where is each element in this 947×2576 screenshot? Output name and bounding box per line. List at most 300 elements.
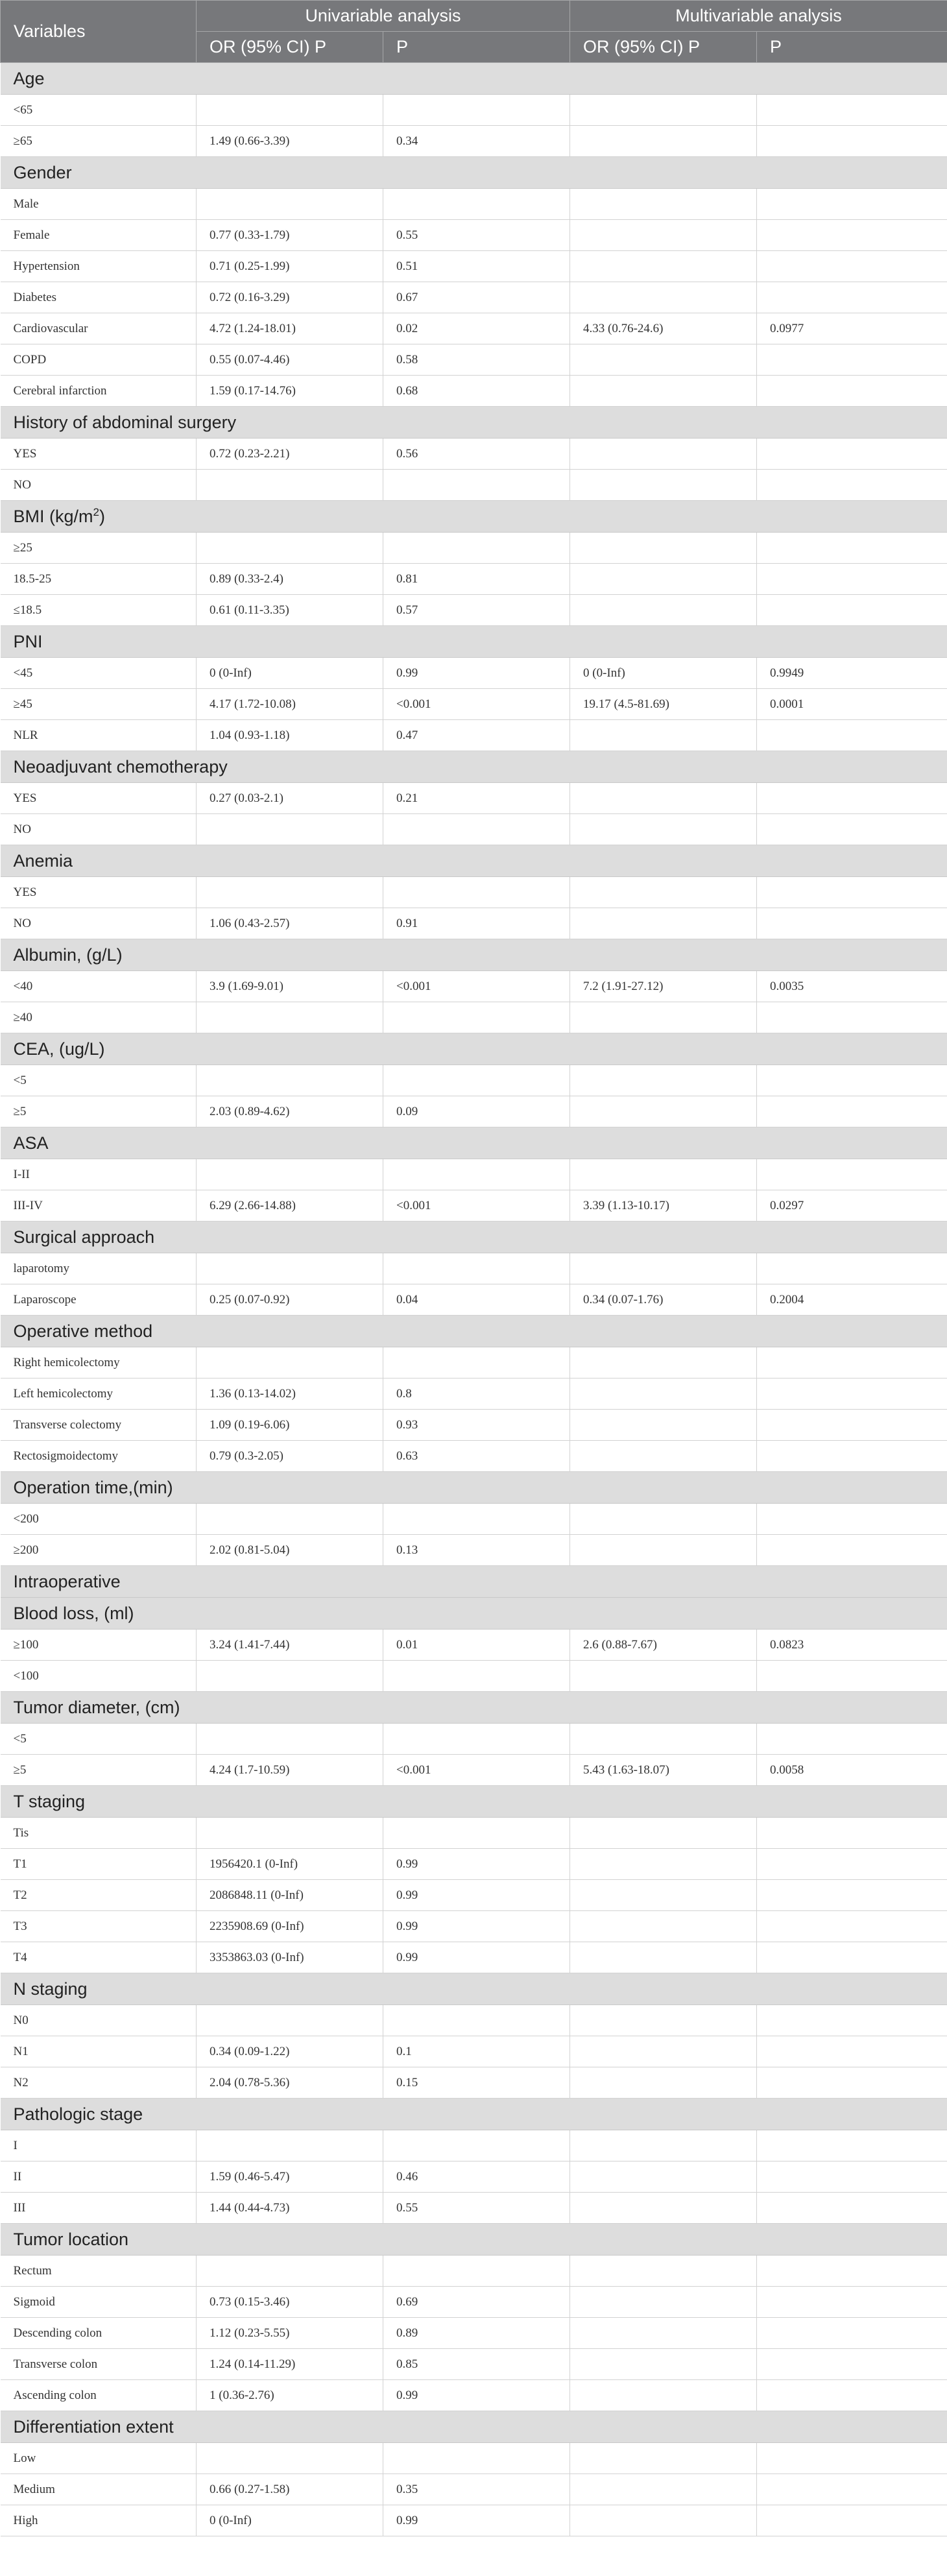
multi-or-ci-cell: [570, 2349, 757, 2380]
multi-or-ci-cell: [570, 470, 757, 501]
section-label: [1, 2099, 947, 2130]
table-row: [1, 595, 947, 626]
uni-or-ci-cell: [197, 2130, 383, 2161]
table-row: [1, 2256, 947, 2287]
variable-cell: ≥100: [1, 1630, 197, 1661]
table-row: [1, 376, 947, 407]
uni-p-cell: 0.68: [383, 376, 570, 407]
section-label-text: ASA: [13, 1133, 49, 1153]
multi-p-cell: [757, 2349, 947, 2380]
variable-cell: ≥45: [1, 689, 197, 720]
uni-or-ci-cell: [197, 533, 383, 564]
variable-cell: I-II: [1, 1159, 197, 1190]
uni-p-cell: [383, 95, 570, 126]
uni-p-cell: [383, 189, 570, 220]
uni-p-cell: 0.55: [383, 220, 570, 251]
multi-p-cell: [757, 376, 947, 407]
multi-or-ci-cell: 0.34 (0.07-1.76): [570, 1284, 757, 1316]
uni-p-cell: 0.13: [383, 1535, 570, 1566]
variable-cell: I: [1, 2130, 197, 2161]
uni-or-ci-cell: 6.29 (2.66-14.88): [197, 1190, 383, 1222]
multi-or-ci-cell: [570, 251, 757, 282]
section-row: [1, 1786, 947, 1818]
section-label: [1, 157, 947, 189]
uni-or-ci-cell: 0.66 (0.27-1.58): [197, 2474, 383, 2505]
section-row: [1, 2411, 947, 2443]
table-row: [1, 439, 947, 470]
variable-cell: II: [1, 2161, 197, 2193]
multi-or-ci-cell: [570, 1724, 757, 1755]
variable-cell: NO: [1, 470, 197, 501]
table-row: [1, 2067, 947, 2099]
table-row: [1, 470, 947, 501]
multi-p-cell: 0.2004: [757, 1284, 947, 1316]
section-label: [1, 2224, 947, 2256]
multi-or-ci-cell: [570, 1347, 757, 1378]
multi-p-cell: [757, 2474, 947, 2505]
table-row: [1, 971, 947, 1002]
uni-p-cell: 0.1: [383, 2036, 570, 2067]
multi-p-cell: [757, 126, 947, 157]
uni-p-cell: 0.04: [383, 1284, 570, 1316]
variable-cell: ≥200: [1, 1535, 197, 1566]
section-row: [1, 1033, 947, 1065]
multi-or-ci-cell: [570, 1065, 757, 1096]
multi-or-ci-cell: [570, 2443, 757, 2474]
table-header: [1, 1, 947, 63]
section-label: [1, 1973, 947, 2005]
section-label-text: PNI: [13, 631, 43, 651]
variable-cell: ≤18.5: [1, 595, 197, 626]
multi-or-ci-cell: [570, 2287, 757, 2318]
multi-p-cell: [757, 2161, 947, 2193]
table-row: [1, 1284, 947, 1316]
section-label: [1, 2411, 947, 2443]
section-row: [1, 501, 947, 533]
uni-p-cell: 0.55: [383, 2193, 570, 2224]
variable-cell: ≥5: [1, 1755, 197, 1786]
uni-p-cell: 0.99: [383, 2505, 570, 2536]
section-label-text: Albumin, (g/L): [13, 945, 123, 965]
multi-or-ci-cell: [570, 2161, 757, 2193]
multi-p-cell: [757, 908, 947, 939]
multi-or-ci-cell: [570, 564, 757, 595]
section-row: [1, 157, 947, 189]
uni-p-cell: 0.99: [383, 1880, 570, 1911]
multi-or-ci-cell: [570, 1096, 757, 1127]
section-label-superscript: 2: [93, 506, 99, 518]
variable-cell: ≥40: [1, 1002, 197, 1033]
multi-p-cell: [757, 564, 947, 595]
uni-or-ci-cell: 0.73 (0.15-3.46): [197, 2287, 383, 2318]
uni-or-ci-cell: 0.61 (0.11-3.35): [197, 595, 383, 626]
uni-p-cell: [383, 1065, 570, 1096]
table-row: [1, 95, 947, 126]
table-row: [1, 1911, 947, 1942]
uni-or-ci-cell: [197, 1159, 383, 1190]
uni-p-header: P: [383, 32, 570, 63]
uni-or-ci-cell: 2235908.69 (0-Inf): [197, 1911, 383, 1942]
multi-or-ci-cell: [570, 2193, 757, 2224]
multi-p-cell: [757, 877, 947, 908]
uni-or-ci-cell: 1.24 (0.14-11.29): [197, 2349, 383, 2380]
uni-p-cell: 0.99: [383, 658, 570, 689]
section-label-text: Age: [13, 68, 45, 88]
table-row: [1, 783, 947, 814]
multi-or-ci-cell: [570, 439, 757, 470]
multi-p-cell: [757, 2130, 947, 2161]
uni-or-ci-cell: 0.89 (0.33-2.4): [197, 564, 383, 595]
section-row: [1, 845, 947, 877]
uni-p-cell: 0.8: [383, 1378, 570, 1410]
uni-or-ci-cell: 0.77 (0.33-1.79): [197, 220, 383, 251]
multi-or-ci-cell: [570, 1942, 757, 1973]
table-row: [1, 877, 947, 908]
multi-or-ci-cell: [570, 2318, 757, 2349]
multi-or-ci-cell: [570, 1661, 757, 1692]
multi-p-cell: [757, 2005, 947, 2036]
uni-p-cell: [383, 1002, 570, 1033]
table-row: [1, 1410, 947, 1441]
uni-or-ci-cell: [197, 877, 383, 908]
uni-or-ci-cell: 1.06 (0.43-2.57): [197, 908, 383, 939]
multi-p-cell: 0.0035: [757, 971, 947, 1002]
variables-header: Variables: [1, 1, 197, 63]
section-label: [1, 751, 947, 783]
uni-p-cell: [383, 1504, 570, 1535]
uni-p-cell: [383, 2443, 570, 2474]
multi-or-ci-cell: [570, 2474, 757, 2505]
multi-or-ci-cell: [570, 2067, 757, 2099]
multi-or-ci-cell: [570, 1849, 757, 1880]
section-label: [1, 1127, 947, 1159]
uni-or-ci-cell: [197, 470, 383, 501]
uni-or-ci-cell: 2.03 (0.89-4.62): [197, 1096, 383, 1127]
table-row: [1, 658, 947, 689]
variable-cell: III: [1, 2193, 197, 2224]
multi-or-ci-cell: [570, 533, 757, 564]
variable-cell: High: [1, 2505, 197, 2536]
multi-p-cell: [757, 251, 947, 282]
variable-cell: Left hemicolectomy: [1, 1378, 197, 1410]
table-row: [1, 908, 947, 939]
multi-or-ci-cell: [570, 2130, 757, 2161]
uni-or-ci-cell: 4.72 (1.24-18.01): [197, 313, 383, 344]
section-label-text: Intraoperative: [13, 1571, 121, 1591]
multi-or-ci-cell: [570, 2380, 757, 2411]
uni-p-cell: 0.93: [383, 1410, 570, 1441]
table-row: [1, 313, 947, 344]
section-label: [1, 845, 947, 877]
multi-or-ci-cell: [570, 1911, 757, 1942]
uni-p-cell: [383, 877, 570, 908]
multi-p-cell: [757, 1347, 947, 1378]
table-row: [1, 344, 947, 376]
table-row: [1, 689, 947, 720]
variable-cell: Sigmoid: [1, 2287, 197, 2318]
uni-or-ci-cell: 0 (0-Inf): [197, 658, 383, 689]
multi-or-ci-cell: [570, 2036, 757, 2067]
multi-p-cell: [757, 2380, 947, 2411]
multi-p-cell: [757, 470, 947, 501]
section-row: [1, 1566, 947, 1598]
uni-p-cell: 0.89: [383, 2318, 570, 2349]
uni-p-cell: 0.99: [383, 1911, 570, 1942]
multi-p-cell: 0.0297: [757, 1190, 947, 1222]
multi-p-cell: [757, 814, 947, 845]
uni-or-ci-cell: 0 (0-Inf): [197, 2505, 383, 2536]
section-label-text: Operative method: [13, 1321, 153, 1341]
variable-cell: T1: [1, 1849, 197, 1880]
multi-p-cell: [757, 282, 947, 313]
variable-cell: YES: [1, 877, 197, 908]
uni-p-cell: 0.99: [383, 1849, 570, 1880]
table-row: [1, 251, 947, 282]
table-row: [1, 126, 947, 157]
uni-p-cell: 0.81: [383, 564, 570, 595]
multi-or-ci-cell: [570, 1410, 757, 1441]
table-row: [1, 2287, 947, 2318]
section-label-text: Neoadjuvant chemotherapy: [13, 756, 228, 776]
section-label: [1, 626, 947, 658]
table-row: [1, 2349, 947, 2380]
variable-cell: <40: [1, 971, 197, 1002]
uni-or-ci-cell: 0.71 (0.25-1.99): [197, 251, 383, 282]
multi-or-ci-cell: [570, 344, 757, 376]
multi-or-ci-cell: [570, 1504, 757, 1535]
multi-p-cell: [757, 1002, 947, 1033]
multi-or-ci-header: OR (95% CI) P: [570, 32, 757, 63]
section-label-text: Blood loss, (ml): [13, 1603, 134, 1623]
table-row: [1, 1159, 947, 1190]
table-row: [1, 1535, 947, 1566]
uni-or-ci-cell: 2.04 (0.78-5.36): [197, 2067, 383, 2099]
variable-cell: Right hemicolectomy: [1, 1347, 197, 1378]
section-label: [1, 1316, 947, 1347]
table-row: [1, 2130, 947, 2161]
section-row: [1, 626, 947, 658]
table-row: [1, 1942, 947, 1973]
variable-cell: Descending colon: [1, 2318, 197, 2349]
uni-or-ci-cell: [197, 1818, 383, 1849]
variable-cell: III-IV: [1, 1190, 197, 1222]
multi-p-cell: 0.0001: [757, 689, 947, 720]
multi-p-cell: [757, 2505, 947, 2536]
variable-cell: <5: [1, 1724, 197, 1755]
section-row: [1, 1973, 947, 2005]
variable-cell: Cerebral infarction: [1, 376, 197, 407]
multi-or-ci-cell: [570, 376, 757, 407]
table-row: [1, 1818, 947, 1849]
uni-p-cell: 0.99: [383, 2380, 570, 2411]
section-label: [1, 1566, 947, 1598]
multi-p-cell: [757, 1253, 947, 1284]
table-row: [1, 2443, 947, 2474]
multi-p-cell: [757, 1504, 947, 1535]
multi-or-ci-cell: [570, 126, 757, 157]
table-row: [1, 1755, 947, 1786]
table-row: [1, 814, 947, 845]
multi-p-cell: [757, 95, 947, 126]
uni-p-cell: 0.63: [383, 1441, 570, 1472]
uni-p-cell: 0.58: [383, 344, 570, 376]
table-row: [1, 1347, 947, 1378]
variable-cell: Ascending colon: [1, 2380, 197, 2411]
variable-cell: <45: [1, 658, 197, 689]
table-row: [1, 1661, 947, 1692]
uni-or-ci-cell: [197, 1347, 383, 1378]
table-row: [1, 1253, 947, 1284]
uni-or-ci-cell: 0.79 (0.3-2.05): [197, 1441, 383, 1472]
multi-or-ci-cell: [570, 189, 757, 220]
uni-or-ci-cell: 1.49 (0.66-3.39): [197, 126, 383, 157]
table-row: [1, 564, 947, 595]
multi-or-ci-cell: [570, 2505, 757, 2536]
uni-or-ci-cell: 3.9 (1.69-9.01): [197, 971, 383, 1002]
uni-or-ci-cell: [197, 1065, 383, 1096]
variable-cell: Cardiovascular: [1, 313, 197, 344]
table-row: [1, 2318, 947, 2349]
variable-cell: YES: [1, 783, 197, 814]
uni-or-ci-cell: 0.27 (0.03-2.1): [197, 783, 383, 814]
section-row: [1, 1316, 947, 1347]
table-row: [1, 220, 947, 251]
uni-or-ci-cell: 4.17 (1.72-10.08): [197, 689, 383, 720]
multi-p-cell: [757, 439, 947, 470]
section-label: [1, 1472, 947, 1504]
multivariable-header: Multivariable analysis: [570, 1, 947, 32]
variable-cell: <65: [1, 95, 197, 126]
multi-or-ci-cell: [570, 1441, 757, 1472]
univariable-header: Univariable analysis: [197, 1, 570, 32]
multi-p-cell: [757, 1880, 947, 1911]
table-row: [1, 1849, 947, 1880]
table-row: [1, 2505, 947, 2536]
multi-p-cell: 0.9949: [757, 658, 947, 689]
multi-or-ci-cell: [570, 595, 757, 626]
section-row: [1, 2224, 947, 2256]
variable-cell: Medium: [1, 2474, 197, 2505]
uni-p-cell: [383, 1661, 570, 1692]
uni-or-ci-cell: 0.25 (0.07-0.92): [197, 1284, 383, 1316]
uni-or-ci-cell: 0.72 (0.23-2.21): [197, 439, 383, 470]
section-row: [1, 939, 947, 971]
multi-p-cell: [757, 1065, 947, 1096]
uni-or-ci-cell: [197, 189, 383, 220]
multi-p-cell: [757, 2318, 947, 2349]
multi-p-cell: [757, 2443, 947, 2474]
multi-or-ci-cell: [570, 282, 757, 313]
uni-or-ci-cell: 1.59 (0.17-14.76): [197, 376, 383, 407]
multi-or-ci-cell: 4.33 (0.76-24.6): [570, 313, 757, 344]
section-label: [1, 407, 947, 439]
section-label-text: Tumor diameter, (cm): [13, 1697, 180, 1717]
variable-cell: <5: [1, 1065, 197, 1096]
multi-or-ci-cell: [570, 220, 757, 251]
multi-or-ci-cell: [570, 95, 757, 126]
uni-p-cell: [383, 1724, 570, 1755]
uni-p-cell: <0.001: [383, 971, 570, 1002]
table-row: [1, 1190, 947, 1222]
uni-p-cell: 0.34: [383, 126, 570, 157]
multi-or-ci-cell: [570, 814, 757, 845]
table-row: [1, 720, 947, 751]
multi-p-cell: 0.0058: [757, 1755, 947, 1786]
uni-or-ci-cell: [197, 2005, 383, 2036]
multi-p-cell: [757, 2256, 947, 2287]
variable-cell: Rectosigmoidectomy: [1, 1441, 197, 1472]
multi-p-cell: [757, 1096, 947, 1127]
multi-p-cell: [757, 344, 947, 376]
multi-p-cell: [757, 2036, 947, 2067]
multi-p-cell: [757, 220, 947, 251]
variable-cell: Male: [1, 189, 197, 220]
multi-p-cell: [757, 595, 947, 626]
multi-or-ci-cell: [570, 2005, 757, 2036]
uni-p-cell: 0.56: [383, 439, 570, 470]
multi-p-cell: [757, 720, 947, 751]
uni-p-cell: <0.001: [383, 1755, 570, 1786]
variable-cell: NO: [1, 908, 197, 939]
uni-or-ci-cell: [197, 2443, 383, 2474]
multi-p-cell: [757, 1942, 947, 1973]
multi-or-ci-cell: 0 (0-Inf): [570, 658, 757, 689]
table-row: [1, 2161, 947, 2193]
variable-cell: N1: [1, 2036, 197, 2067]
multi-or-ci-cell: [570, 1818, 757, 1849]
multi-p-cell: [757, 2067, 947, 2099]
multi-or-ci-cell: [570, 1378, 757, 1410]
variable-cell: Rectum: [1, 2256, 197, 2287]
multi-or-ci-cell: [570, 1535, 757, 1566]
uni-or-ci-cell: [197, 95, 383, 126]
multi-or-ci-cell: 5.43 (1.63-18.07): [570, 1755, 757, 1786]
uni-or-ci-cell: 4.24 (1.7-10.59): [197, 1755, 383, 1786]
uni-or-ci-cell: 0.55 (0.07-4.46): [197, 344, 383, 376]
uni-p-cell: 0.51: [383, 251, 570, 282]
section-label: [1, 1222, 947, 1253]
table-row: [1, 1378, 947, 1410]
uni-or-ci-cell: [197, 2256, 383, 2287]
uni-or-ci-cell: 1.04 (0.93-1.18): [197, 720, 383, 751]
uni-p-cell: 0.15: [383, 2067, 570, 2099]
variable-cell: Diabetes: [1, 282, 197, 313]
section-label-text: CEA, (ug/L): [13, 1039, 105, 1059]
section-label: [1, 1692, 947, 1724]
uni-or-ci-cell: [197, 1661, 383, 1692]
uni-or-ci-cell: 1.36 (0.13-14.02): [197, 1378, 383, 1410]
section-row: [1, 63, 947, 95]
multi-or-ci-cell: [570, 1880, 757, 1911]
uni-p-cell: [383, 1253, 570, 1284]
uni-p-cell: 0.99: [383, 1942, 570, 1973]
uni-p-cell: <0.001: [383, 1190, 570, 1222]
section-row: [1, 1598, 947, 1630]
uni-p-cell: 0.46: [383, 2161, 570, 2193]
multi-p-cell: [757, 1441, 947, 1472]
section-row: [1, 407, 947, 439]
uni-or-ci-cell: 0.72 (0.16-3.29): [197, 282, 383, 313]
table-row: [1, 189, 947, 220]
uni-p-cell: [383, 1159, 570, 1190]
section-label: [1, 939, 947, 971]
section-label-text: Differentiation extent: [13, 2416, 174, 2437]
section-label: [1, 501, 947, 533]
uni-or-ci-cell: [197, 1504, 383, 1535]
uni-or-ci-cell: 3.24 (1.41-7.44): [197, 1630, 383, 1661]
table-row: [1, 1065, 947, 1096]
table-row: [1, 2380, 947, 2411]
